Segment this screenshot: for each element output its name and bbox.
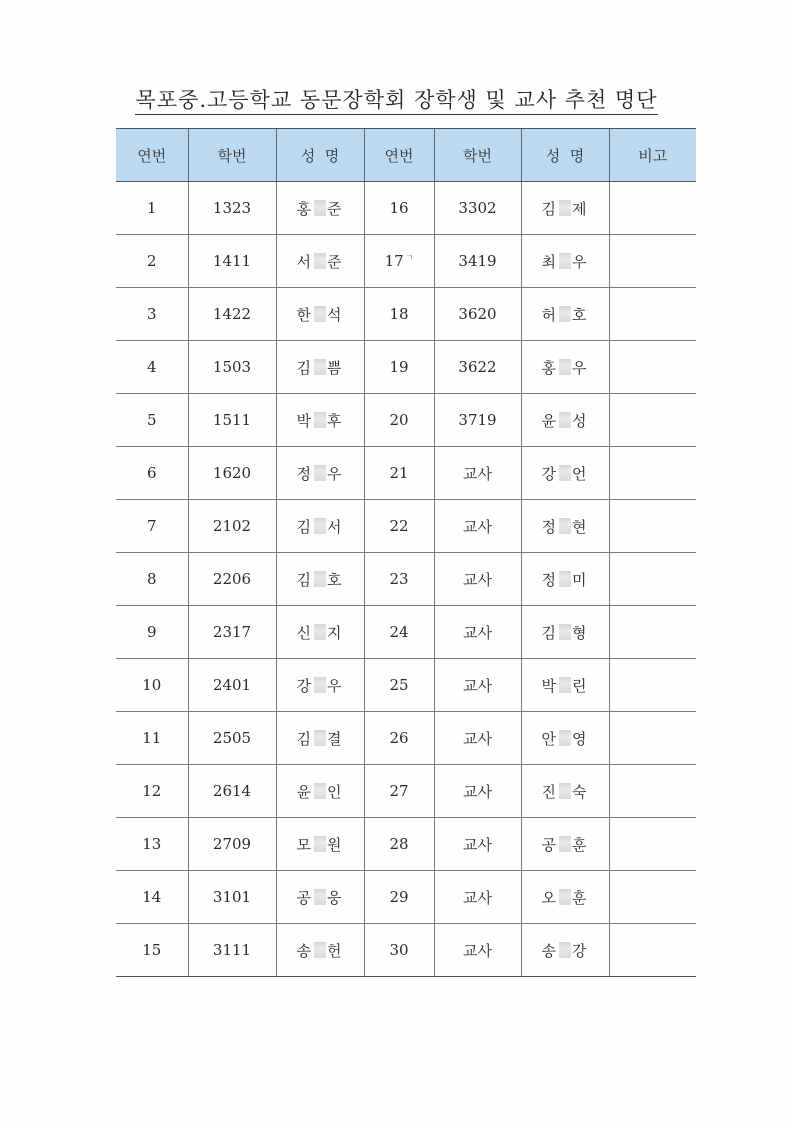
name-last: 후 — [327, 411, 344, 430]
serial-number — [364, 182, 434, 235]
serial-number-text: 20 — [389, 411, 409, 429]
table-row — [116, 341, 696, 394]
name-last: 미 — [572, 570, 589, 589]
redacted-mark — [314, 518, 326, 534]
name-first: 김 — [296, 358, 313, 377]
serial-number: 7 — [116, 500, 188, 553]
redacted-mark — [559, 359, 571, 375]
student-id: 3719 — [434, 394, 521, 447]
redacted-mark — [559, 253, 571, 269]
serial-number: 15 — [116, 924, 188, 977]
redacted-mark — [559, 730, 571, 746]
header-name-1: 성 명 — [276, 129, 364, 182]
note-cell — [609, 871, 696, 924]
name-last: 숙 — [572, 782, 589, 801]
person-name — [276, 606, 364, 659]
person-name — [521, 235, 609, 288]
name-last: 우 — [327, 676, 344, 695]
name-first: 공 — [541, 835, 558, 854]
name-last: 영 — [572, 729, 589, 748]
student-id: 3101 — [188, 871, 276, 924]
name-first: 정 — [296, 464, 313, 483]
name-last: 호 — [327, 570, 344, 589]
name-first: 윤 — [541, 411, 558, 430]
roster-table — [116, 128, 696, 977]
name-last: 현 — [572, 517, 589, 536]
name-first: 강 — [541, 464, 558, 483]
student-id: 1411 — [188, 235, 276, 288]
serial-number — [364, 712, 434, 765]
serial-number-text: 21 — [389, 464, 409, 482]
redacted-mark — [314, 465, 326, 481]
person-name — [521, 659, 609, 712]
serial-number — [364, 924, 434, 977]
serial-number-text: 22 — [389, 517, 409, 535]
name-first: 홍 — [296, 199, 313, 218]
serial-number — [364, 606, 434, 659]
table-row — [116, 182, 696, 235]
serial-number-text: 27 — [389, 782, 409, 800]
header-note: 비고 — [609, 129, 696, 182]
name-last: 석 — [327, 305, 344, 324]
redacted-mark — [314, 942, 326, 958]
serial-number: 11 — [116, 712, 188, 765]
person-name — [521, 394, 609, 447]
person-name — [276, 818, 364, 871]
table-row — [116, 553, 696, 606]
redacted-mark — [559, 200, 571, 216]
serial-number: 13 — [116, 818, 188, 871]
redacted-mark — [559, 624, 571, 640]
person-name — [521, 818, 609, 871]
note-cell — [609, 341, 696, 394]
serial-number: 6 — [116, 447, 188, 500]
student-id: 2206 — [188, 553, 276, 606]
redacted-mark — [314, 253, 326, 269]
serial-number-text: 25 — [389, 676, 409, 694]
redacted-mark — [559, 889, 571, 905]
serial-number — [364, 500, 434, 553]
student-id: 3111 — [188, 924, 276, 977]
serial-number: 5 — [116, 394, 188, 447]
header-no-1: 연번 — [116, 129, 188, 182]
serial-number-text: 26 — [389, 729, 409, 747]
serial-number — [364, 818, 434, 871]
student-id: 교사 — [434, 606, 521, 659]
note-cell — [609, 818, 696, 871]
person-name — [521, 712, 609, 765]
student-id: 1422 — [188, 288, 276, 341]
name-last: 훈 — [572, 888, 589, 907]
student-id: 2317 — [188, 606, 276, 659]
redacted-mark — [314, 571, 326, 587]
serial-number: 1 — [116, 182, 188, 235]
name-first: 최 — [541, 252, 558, 271]
person-name — [276, 341, 364, 394]
person-name — [521, 553, 609, 606]
name-first: 윤 — [296, 782, 313, 801]
person-name — [276, 447, 364, 500]
note-cell — [609, 235, 696, 288]
name-first: 오 — [541, 888, 558, 907]
table-row — [116, 394, 696, 447]
serial-number — [364, 871, 434, 924]
redacted-mark — [559, 942, 571, 958]
student-id: 3302 — [434, 182, 521, 235]
person-name — [276, 182, 364, 235]
name-last: 서 — [327, 517, 344, 536]
name-first: 송 — [541, 941, 558, 960]
person-name — [521, 447, 609, 500]
header-id-2: 학번 — [434, 129, 521, 182]
redacted-mark — [559, 465, 571, 481]
name-last: 준 — [327, 199, 344, 218]
header-no-2: 연번 — [364, 129, 434, 182]
name-last: 언 — [572, 464, 589, 483]
name-first: 김 — [296, 729, 313, 748]
serial-number: 12 — [116, 765, 188, 818]
person-name — [276, 235, 364, 288]
person-name — [521, 924, 609, 977]
name-first: 안 — [541, 729, 558, 748]
note-cell — [609, 182, 696, 235]
table-row — [116, 818, 696, 871]
person-name — [521, 606, 609, 659]
note-cell — [609, 553, 696, 606]
serial-number — [364, 765, 434, 818]
person-name — [521, 288, 609, 341]
serial-number — [364, 553, 434, 606]
student-id: 교사 — [434, 765, 521, 818]
student-id: 교사 — [434, 712, 521, 765]
roster-body — [116, 182, 696, 977]
student-id: 교사 — [434, 553, 521, 606]
redacted-mark — [314, 412, 326, 428]
student-id: 2505 — [188, 712, 276, 765]
name-last: 헌 — [327, 941, 344, 960]
note-cell — [609, 765, 696, 818]
student-id: 교사 — [434, 818, 521, 871]
name-last: 우 — [327, 464, 344, 483]
student-id: 2614 — [188, 765, 276, 818]
person-name — [521, 765, 609, 818]
redacted-mark — [559, 306, 571, 322]
name-last: 강 — [572, 941, 589, 960]
name-first: 정 — [541, 517, 558, 536]
student-id: 교사 — [434, 447, 521, 500]
name-last: 원 — [327, 835, 344, 854]
table-row — [116, 765, 696, 818]
student-id: 2709 — [188, 818, 276, 871]
serial-number — [364, 288, 434, 341]
serial-number: 2 — [116, 235, 188, 288]
page-title — [0, 84, 793, 114]
name-last: 훈 — [572, 835, 589, 854]
redacted-mark — [559, 836, 571, 852]
note-cell — [609, 712, 696, 765]
name-first: 모 — [296, 835, 313, 854]
name-first: 진 — [541, 782, 558, 801]
redacted-mark — [314, 836, 326, 852]
name-first: 서 — [296, 252, 313, 271]
serial-number — [364, 341, 434, 394]
note-cell — [609, 606, 696, 659]
student-id: 3419 — [434, 235, 521, 288]
stray-mark: ㄱ — [405, 253, 414, 262]
table-row — [116, 606, 696, 659]
name-last: 우 — [572, 252, 589, 271]
name-first: 박 — [541, 676, 558, 695]
header-name-2: 성 명 — [521, 129, 609, 182]
name-first: 김 — [541, 623, 558, 642]
name-last: 제 — [572, 199, 589, 218]
redacted-mark — [559, 518, 571, 534]
student-id: 교사 — [434, 500, 521, 553]
header-row — [116, 129, 696, 182]
person-name — [276, 924, 364, 977]
name-last: 린 — [572, 676, 589, 695]
name-last: 쁨 — [327, 358, 344, 377]
redacted-mark — [314, 624, 326, 640]
note-cell — [609, 394, 696, 447]
name-first: 신 — [296, 623, 313, 642]
name-last: 준 — [327, 252, 344, 271]
note-cell — [609, 924, 696, 977]
table-row — [116, 712, 696, 765]
person-name — [276, 871, 364, 924]
serial-number — [364, 447, 434, 500]
table-row — [116, 500, 696, 553]
roster-header — [116, 129, 696, 182]
serial-number: 3 — [116, 288, 188, 341]
serial-number-text: 24 — [389, 623, 409, 641]
serial-number-text: 29 — [389, 888, 409, 906]
table-row — [116, 447, 696, 500]
note-cell — [609, 288, 696, 341]
student-id: 1620 — [188, 447, 276, 500]
student-id: 교사 — [434, 924, 521, 977]
name-first: 박 — [296, 411, 313, 430]
student-id: 1323 — [188, 182, 276, 235]
redacted-mark — [314, 200, 326, 216]
name-first: 강 — [296, 676, 313, 695]
person-name — [521, 871, 609, 924]
serial-number-text: 19 — [389, 358, 409, 376]
student-id: 교사 — [434, 659, 521, 712]
serial-number: 9 — [116, 606, 188, 659]
name-first: 허 — [541, 305, 558, 324]
student-id: 교사 — [434, 871, 521, 924]
name-last: 인 — [327, 782, 344, 801]
redacted-mark — [559, 677, 571, 693]
serial-number-text: 16 — [389, 199, 409, 217]
redacted-mark — [314, 730, 326, 746]
table-row — [116, 659, 696, 712]
name-first: 김 — [296, 570, 313, 589]
person-name — [276, 765, 364, 818]
serial-number: 4 — [116, 341, 188, 394]
person-name — [276, 553, 364, 606]
name-last: 지 — [327, 623, 344, 642]
name-first: 공 — [296, 888, 313, 907]
name-first: 한 — [296, 305, 313, 324]
serial-number-text: 28 — [389, 835, 409, 853]
name-first: 홍 — [541, 358, 558, 377]
name-last: 웅 — [327, 888, 344, 907]
student-id: 2401 — [188, 659, 276, 712]
student-id: 1503 — [188, 341, 276, 394]
name-last: 성 — [572, 411, 589, 430]
student-id: 1511 — [188, 394, 276, 447]
student-id: 2102 — [188, 500, 276, 553]
serial-number — [364, 659, 434, 712]
redacted-mark — [314, 306, 326, 322]
name-last: 형 — [572, 623, 589, 642]
name-first: 김 — [541, 199, 558, 218]
serial-number-text: 23 — [389, 570, 409, 588]
person-name — [276, 288, 364, 341]
redacted-mark — [559, 412, 571, 428]
name-last: 우 — [572, 358, 589, 377]
note-cell — [609, 447, 696, 500]
header-id-1: 학번 — [188, 129, 276, 182]
person-name — [276, 500, 364, 553]
redacted-mark — [314, 359, 326, 375]
name-first: 송 — [296, 941, 313, 960]
person-name — [521, 182, 609, 235]
serial-number — [364, 394, 434, 447]
redacted-mark — [314, 783, 326, 799]
page-title-text: 목포중.고등학교 동문장학회 장학생 및 교사 추천 명단 — [135, 88, 657, 115]
serial-number-text: 30 — [389, 941, 409, 959]
note-cell — [609, 659, 696, 712]
table-row — [116, 288, 696, 341]
table-row — [116, 235, 696, 288]
student-id: 3622 — [434, 341, 521, 394]
serial-number: 14 — [116, 871, 188, 924]
redacted-mark — [559, 571, 571, 587]
redacted-mark — [314, 889, 326, 905]
person-name — [521, 500, 609, 553]
serial-number — [364, 235, 434, 288]
serial-number: 8 — [116, 553, 188, 606]
serial-number-text: 18 — [389, 305, 409, 323]
redacted-mark — [314, 677, 326, 693]
name-first: 김 — [296, 517, 313, 536]
note-cell — [609, 500, 696, 553]
person-name — [521, 341, 609, 394]
name-last: 결 — [327, 729, 344, 748]
name-last: 호 — [572, 305, 589, 324]
redacted-mark — [559, 783, 571, 799]
student-id: 3620 — [434, 288, 521, 341]
person-name — [276, 394, 364, 447]
person-name — [276, 712, 364, 765]
table-row — [116, 871, 696, 924]
serial-number: 10 — [116, 659, 188, 712]
table-row — [116, 924, 696, 977]
serial-number-text: 17 — [384, 252, 404, 270]
person-name — [276, 659, 364, 712]
name-first: 정 — [541, 570, 558, 589]
